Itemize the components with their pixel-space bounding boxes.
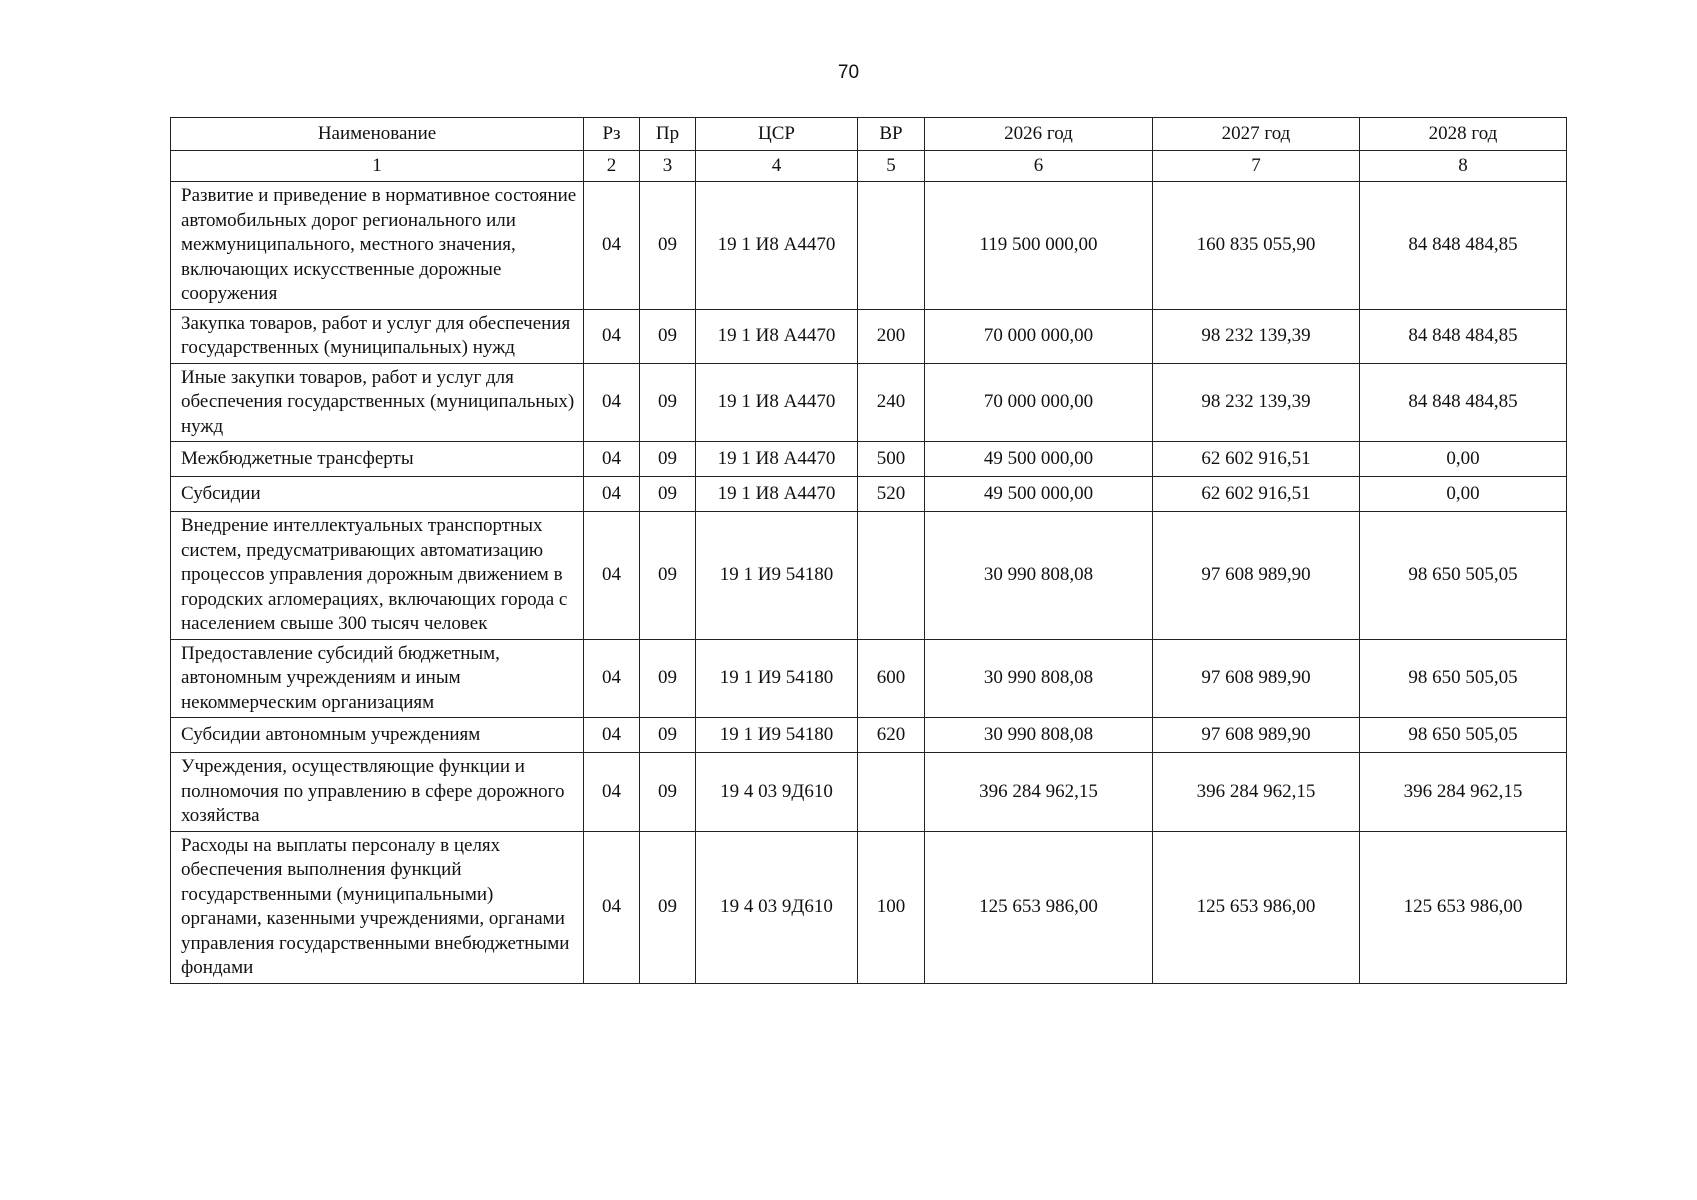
row-name: Субсидии bbox=[171, 477, 584, 512]
row-vr: 620 bbox=[858, 718, 925, 753]
row-rz: 04 bbox=[584, 718, 640, 753]
header-vr: ВР bbox=[858, 118, 925, 151]
header-pr: Пр bbox=[640, 118, 696, 151]
table-row bbox=[171, 477, 1567, 512]
column-number: 3 bbox=[640, 151, 696, 182]
row-value-2028: 84 848 484,85 bbox=[1360, 309, 1567, 363]
row-value-2026: 119 500 000,00 bbox=[925, 182, 1153, 310]
row-csr: 19 1 И8 А4470 bbox=[696, 442, 858, 477]
row-value-2026: 30 990 808,08 bbox=[925, 718, 1153, 753]
row-value-2026: 70 000 000,00 bbox=[925, 309, 1153, 363]
row-vr bbox=[858, 753, 925, 832]
row-rz: 04 bbox=[584, 512, 640, 640]
row-vr: 100 bbox=[858, 831, 925, 983]
row-vr bbox=[858, 512, 925, 640]
row-value-2028: 98 650 505,05 bbox=[1360, 718, 1567, 753]
row-pr: 09 bbox=[640, 309, 696, 363]
row-name: Развитие и приведение в нормативное состояние автомобильных дорог регионального или межмуниципального, местного значения, включающих искусственные дорожные сооружения bbox=[171, 182, 584, 310]
row-vr bbox=[858, 182, 925, 310]
row-csr: 19 1 И8 А4470 bbox=[696, 309, 858, 363]
row-pr: 09 bbox=[640, 477, 696, 512]
row-rz: 04 bbox=[584, 442, 640, 477]
row-csr: 19 1 И9 54180 bbox=[696, 512, 858, 640]
row-pr: 09 bbox=[640, 363, 696, 442]
row-value-2026: 30 990 808,08 bbox=[925, 512, 1153, 640]
row-pr: 09 bbox=[640, 182, 696, 310]
column-number: 4 bbox=[696, 151, 858, 182]
row-value-2027: 98 232 139,39 bbox=[1153, 363, 1360, 442]
row-csr: 19 1 И8 А4470 bbox=[696, 363, 858, 442]
row-name: Закупка товаров, работ и услуг для обеспечения государственных (муниципальных) нужд bbox=[171, 309, 584, 363]
row-name: Субсидии автономным учреждениям bbox=[171, 718, 584, 753]
row-value-2028: 98 650 505,05 bbox=[1360, 512, 1567, 640]
row-rz: 04 bbox=[584, 753, 640, 832]
table-row bbox=[171, 442, 1567, 477]
row-value-2028: 84 848 484,85 bbox=[1360, 182, 1567, 310]
table-row bbox=[171, 831, 1567, 983]
row-vr: 520 bbox=[858, 477, 925, 512]
row-name: Внедрение интеллектуальных транспортных систем, предусматривающих автоматизацию процессов управления дорожным движением в городских агломерациях, включающих города с населением свыше 300 тысяч человек bbox=[171, 512, 584, 640]
row-value-2028: 0,00 bbox=[1360, 477, 1567, 512]
row-pr: 09 bbox=[640, 718, 696, 753]
header-2026: 2026 год bbox=[925, 118, 1153, 151]
row-rz: 04 bbox=[584, 182, 640, 310]
row-pr: 09 bbox=[640, 753, 696, 832]
header-2027: 2027 год bbox=[1153, 118, 1360, 151]
row-value-2026: 396 284 962,15 bbox=[925, 753, 1153, 832]
column-number: 6 bbox=[925, 151, 1153, 182]
table-row bbox=[171, 753, 1567, 832]
row-pr: 09 bbox=[640, 512, 696, 640]
row-pr: 09 bbox=[640, 442, 696, 477]
row-rz: 04 bbox=[584, 477, 640, 512]
row-value-2028: 84 848 484,85 bbox=[1360, 363, 1567, 442]
row-rz: 04 bbox=[584, 639, 640, 718]
header-csr: ЦСР bbox=[696, 118, 858, 151]
row-pr: 09 bbox=[640, 831, 696, 983]
table-row bbox=[171, 718, 1567, 753]
row-value-2026: 49 500 000,00 bbox=[925, 442, 1153, 477]
row-value-2028: 0,00 bbox=[1360, 442, 1567, 477]
column-number: 7 bbox=[1153, 151, 1360, 182]
row-value-2028: 98 650 505,05 bbox=[1360, 639, 1567, 718]
row-value-2027: 97 608 989,90 bbox=[1153, 639, 1360, 718]
row-value-2027: 97 608 989,90 bbox=[1153, 718, 1360, 753]
row-csr: 19 1 И9 54180 bbox=[696, 639, 858, 718]
row-value-2027: 97 608 989,90 bbox=[1153, 512, 1360, 640]
table-row bbox=[171, 363, 1567, 442]
column-number: 2 bbox=[584, 151, 640, 182]
row-rz: 04 bbox=[584, 831, 640, 983]
table-row bbox=[171, 309, 1567, 363]
row-csr: 19 1 И8 А4470 bbox=[696, 182, 858, 310]
row-value-2026: 125 653 986,00 bbox=[925, 831, 1153, 983]
row-csr: 19 4 03 9Д610 bbox=[696, 831, 858, 983]
column-number: 8 bbox=[1360, 151, 1567, 182]
table-row bbox=[171, 639, 1567, 718]
row-rz: 04 bbox=[584, 309, 640, 363]
budget-table bbox=[170, 117, 1567, 984]
row-rz: 04 bbox=[584, 363, 640, 442]
row-vr: 200 bbox=[858, 309, 925, 363]
row-value-2027: 396 284 962,15 bbox=[1153, 753, 1360, 832]
row-name: Предоставление субсидий бюджетным, автономным учреждениям и иным некоммерческим организациям bbox=[171, 639, 584, 718]
row-value-2027: 62 602 916,51 bbox=[1153, 442, 1360, 477]
row-value-2027: 125 653 986,00 bbox=[1153, 831, 1360, 983]
row-csr: 19 1 И9 54180 bbox=[696, 718, 858, 753]
row-value-2027: 62 602 916,51 bbox=[1153, 477, 1360, 512]
row-value-2028: 125 653 986,00 bbox=[1360, 831, 1567, 983]
header-rz: Рз bbox=[584, 118, 640, 151]
header-2028: 2028 год bbox=[1360, 118, 1567, 151]
row-vr: 600 bbox=[858, 639, 925, 718]
row-pr: 09 bbox=[640, 639, 696, 718]
row-value-2027: 160 835 055,90 bbox=[1153, 182, 1360, 310]
row-value-2027: 98 232 139,39 bbox=[1153, 309, 1360, 363]
table-row bbox=[171, 512, 1567, 640]
column-number: 5 bbox=[858, 151, 925, 182]
page-number: 70 bbox=[837, 62, 860, 83]
column-number-row bbox=[171, 151, 1567, 182]
row-csr: 19 4 03 9Д610 bbox=[696, 753, 858, 832]
table-row bbox=[171, 182, 1567, 310]
row-name: Расходы на выплаты персоналу в целях обеспечения выполнения функций государственными (муниципальными) органами, казенными учреждениями, органами управления государственными внебюджетными фондами bbox=[171, 831, 584, 983]
row-name: Межбюджетные трансферты bbox=[171, 442, 584, 477]
row-name: Учреждения, осуществляющие функции и полномочия по управлению в сфере дорожного хозяйства bbox=[171, 753, 584, 832]
row-csr: 19 1 И8 А4470 bbox=[696, 477, 858, 512]
row-value-2026: 30 990 808,08 bbox=[925, 639, 1153, 718]
row-name: Иные закупки товаров, работ и услуг для обеспечения государственных (муниципальных) нужд bbox=[171, 363, 584, 442]
header-row bbox=[171, 118, 1567, 151]
row-vr: 500 bbox=[858, 442, 925, 477]
column-number: 1 bbox=[171, 151, 584, 182]
row-value-2026: 70 000 000,00 bbox=[925, 363, 1153, 442]
header-name: Наименование bbox=[171, 118, 584, 151]
row-value-2026: 49 500 000,00 bbox=[925, 477, 1153, 512]
row-vr: 240 bbox=[858, 363, 925, 442]
row-value-2028: 396 284 962,15 bbox=[1360, 753, 1567, 832]
